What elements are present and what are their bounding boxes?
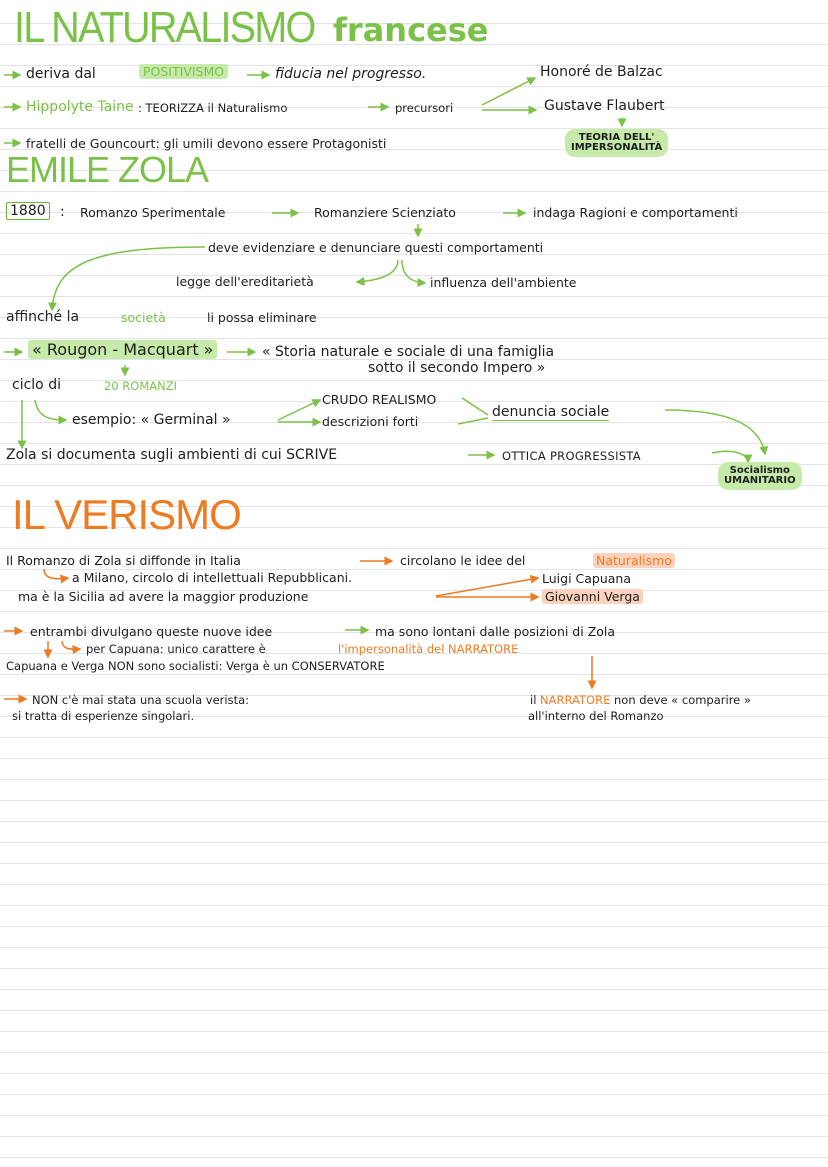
descrizioni-forti: descrizioni forti	[322, 414, 419, 429]
indaga-text: indaga Ragioni e comportamenti	[533, 205, 738, 220]
bubble-line-2: IMPERSONALITÀ	[571, 142, 663, 153]
verga-name: Giovanni Verga	[542, 589, 643, 605]
evidenziare-text: deve evidenziare e denunciare questi comportamenti	[208, 240, 544, 255]
narratore-rest: non deve « comparire »	[614, 693, 751, 707]
divulgano-text: entrambi divulgano queste nuove idee	[30, 624, 273, 639]
fiducia-text: fiducia nel progresso.	[275, 66, 427, 82]
storia-line-2: sotto il secondo Impero »	[368, 360, 546, 376]
impersonalita-bubble	[565, 129, 668, 157]
denuncia-sociale: denuncia sociale	[492, 404, 610, 420]
balzac-text: Honoré de Balzac	[540, 64, 663, 80]
capuana-carattere: per Capuana: unico carattere è	[86, 642, 266, 656]
capuana-name: Luigi Capuana	[542, 571, 632, 586]
societa-text: società	[121, 310, 166, 325]
crudo-realismo: CRUDO REALISMO	[322, 392, 437, 407]
taine-text: : TEORIZZA il Naturalismo	[138, 101, 288, 115]
sicilia-text: ma è la Sicilia ad avere la maggior produzione	[18, 589, 309, 604]
verismo-line-1: Il Romanzo di Zola si diffonde in Italia	[6, 553, 241, 568]
documenta-text: Zola si documenta sugli ambienti di cui SCRIVE	[6, 447, 338, 463]
verismo-title: IL VERISMO	[12, 491, 241, 538]
romanzo-sperimentale: Romanzo Sperimentale	[80, 205, 226, 220]
narratore-il: il	[530, 693, 537, 707]
ambiente-text: influenza dell'ambiente	[430, 275, 577, 290]
year-colon: :	[60, 204, 65, 220]
affinche-text: affinché la	[6, 309, 80, 325]
circolano-text: circolano le idee del	[400, 553, 526, 568]
naturalismo-title: IL NATURALISMO	[14, 3, 315, 52]
narratore-line-1	[530, 692, 751, 708]
flaubert-text: Gustave Flaubert	[544, 98, 665, 114]
naturalismo-subtitle: francese	[333, 11, 489, 49]
bubble-line-1: TEORIA DELL'	[578, 132, 655, 143]
narratore-word: NARRATORE	[540, 693, 611, 707]
eliminare-text: li possa eliminare	[207, 310, 317, 325]
narratore-line-2: all'interno del Romanzo	[528, 709, 664, 723]
year-1880: 1880	[6, 203, 50, 219]
ciclo-text: ciclo di	[12, 377, 61, 393]
storia-line-1: « Storia naturale e sociale di una famiglia	[262, 344, 555, 360]
ereditarieta-text: legge dell'ereditarietà	[176, 274, 314, 289]
socialismo-bubble	[718, 462, 802, 490]
bubble2-line-2: UMANITARIO	[724, 475, 796, 486]
esperienze-text: si tratta di esperienze singolari.	[12, 709, 195, 723]
romanziere-scienziato: Romanziere Scienziato	[314, 205, 456, 220]
scuola-verista-text: NON c'è mai stata una scuola verista:	[32, 693, 250, 707]
zola-title: EMILE ZOLA	[6, 149, 209, 190]
lontani-text: ma sono lontani dalle posizioni di Zola	[375, 624, 616, 639]
rougon-macquart: « Rougon - Macquart »	[28, 342, 217, 358]
venti-romanzi: 20 ROMANZI	[104, 379, 177, 393]
positivismo-highlight: POSITIVISMO	[139, 64, 228, 80]
bubble2-line-1: Socialismo	[729, 465, 790, 476]
non-socialisti-text: Capuana e Verga NON sono socialisti: Verga è un CONSERVATORE	[6, 659, 385, 673]
naturalismo-word: Naturalismo	[593, 553, 675, 569]
esempio-germinal: esempio: « Germinal »	[72, 412, 231, 428]
deriva-text: deriva dal	[26, 66, 96, 82]
taine-name: Hippolyte Taine	[26, 99, 134, 115]
milano-text: a Milano, circolo di intellettuali Repubblicani.	[72, 570, 353, 585]
gouncourt-text: fratelli de Gouncourt: gli umili devono essere Protagonisti	[26, 136, 387, 151]
impersonalita-narratore: l'impersonalità del NARRATORE	[338, 642, 519, 656]
ottica-progressista: OTTICA PROGRESSISTA	[502, 449, 641, 463]
precursori-text: precursori	[395, 101, 454, 115]
